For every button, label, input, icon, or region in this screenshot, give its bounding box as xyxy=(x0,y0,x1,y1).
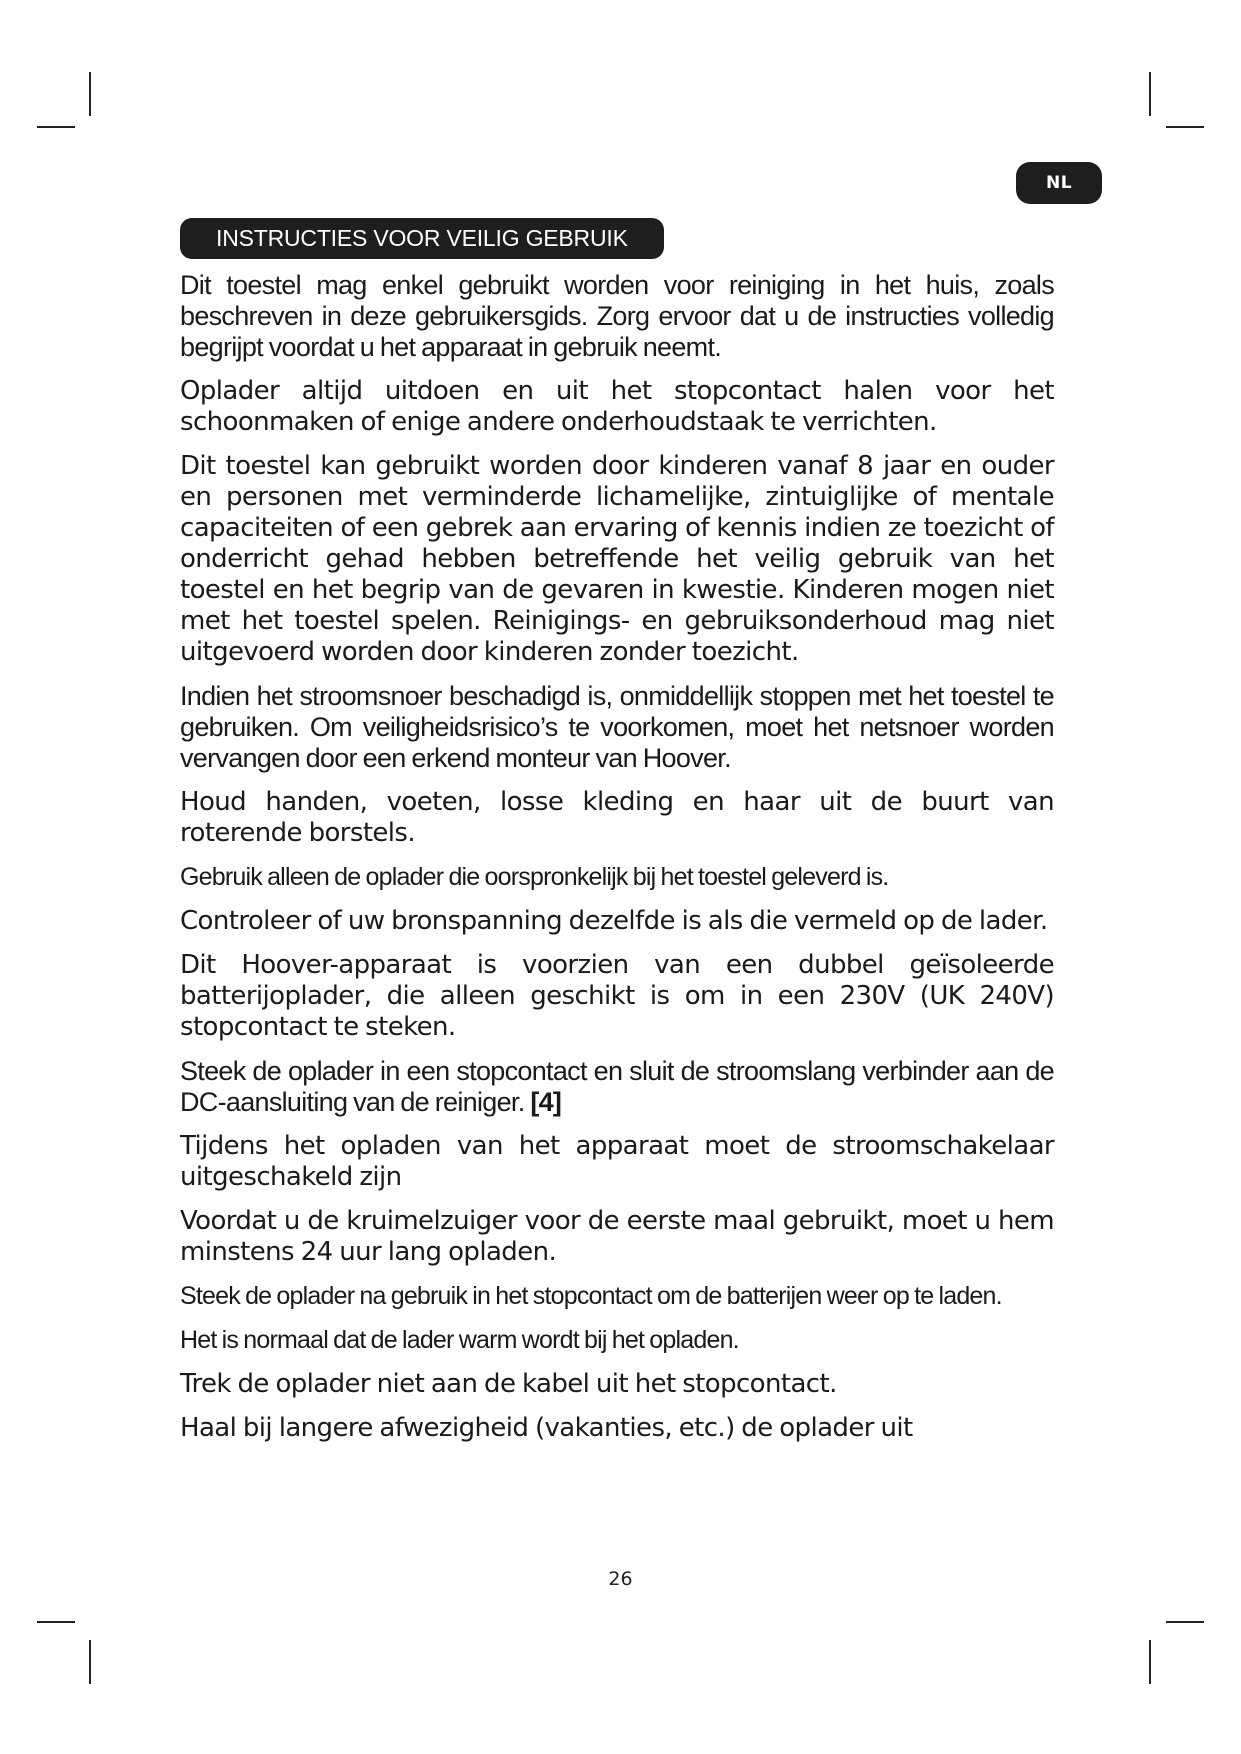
paragraph-intended-use: Dit toestel mag enkel gebruikt worden voor reiniging in het huis, zoals beschreven in deze gebruikersgids. Zorg ervoor dat u de instructies volledig begrijpt voordat u het apparaat in gebruik neemt. xyxy=(180,270,1054,362)
paragraph-check-voltage: Controleer of uw bronspanning dezelfde is als die vermeld op de lader. xyxy=(180,906,1048,936)
instructions-body xyxy=(180,270,1054,1457)
language-badge: NL xyxy=(1016,162,1102,204)
crop-mark-top-left-vertical xyxy=(89,72,91,116)
paragraph-recharge-after-use: Steek de oplader na gebruik in het stopcontact om de batterijen weer op te laden. xyxy=(180,1282,1002,1310)
paragraph-unplug-before-cleaning: Oplader altijd uitdoen en uit het stopcontact halen voor het schoonmaken of enige andere onderhoudstaak te verrichten. xyxy=(180,376,1054,437)
paragraph-original-charger: Gebruik alleen de oplader die oorspronkelijk bij het toestel geleverd is. xyxy=(180,863,889,891)
crop-mark-bottom-right-vertical xyxy=(1149,1640,1151,1684)
paragraph-children-usage: Dit toestel kan gebruikt worden door kinderen vanaf 8 jaar en ouder en personen met verminderde lichamelijke, zintuiglijke of mentale capaciteiten of een gebrek aan ervaring of kennis indien ze toezicht of onderricht gehad hebben betreffende het veilig gebruik van het toestel en het begrip van de gevaren in kwestie. Kinderen mogen niet met het toestel spelen. Reinigings- en gebruiksonderhoud mag niet uitgevoerd worden door kinderen zonder toezicht. xyxy=(180,451,1054,667)
paragraph-rotating-brushes: Houd handen, voeten, losse kleding en haar uit de buurt van roterende borstels. xyxy=(180,787,1054,848)
paragraph-double-insulated: Dit Hoover-apparaat is voorzien van een dubbel geïsoleerde batterijoplader, die alleen geschikt is om in een 230V (UK 240V) stopcontact te steken. xyxy=(180,950,1054,1042)
paragraph-damaged-cord: Indien het stroomsnoer beschadigd is, onmiddellijk stoppen met het toestel te gebruiken. Om veiligheidsrisico’s te voorkomen, moet het netsnoer worden vervangen door een erkend monteur van Hoover. xyxy=(180,681,1054,773)
crop-mark-bottom-right-horizontal xyxy=(1166,1621,1204,1623)
crop-mark-bottom-left-vertical xyxy=(89,1640,91,1684)
crop-mark-bottom-left-horizontal xyxy=(37,1621,75,1623)
figure-reference: [4] xyxy=(530,1087,562,1117)
paragraph-long-absence: Haal bij langere afwezigheid (vakanties, etc.) de oplader uit xyxy=(180,1413,913,1443)
crop-mark-top-left-horizontal xyxy=(37,126,75,128)
crop-mark-top-right-horizontal xyxy=(1166,126,1204,128)
crop-mark-top-right-vertical xyxy=(1149,72,1151,116)
page-number: 26 xyxy=(608,1568,633,1590)
paragraph-charger-warm: Het is normaal dat de lader warm wordt bij het opladen. xyxy=(180,1326,739,1354)
plug-in-text: Steek de oplader in een stopcontact en sluit de stroomslang verbinder aan de DC-aansluiting van de reiniger. xyxy=(180,1056,1054,1117)
paragraph-plug-in-charger xyxy=(180,1056,1054,1118)
section-title: INSTRUCTIES VOOR VEILIG GEBRUIK xyxy=(180,218,664,259)
paragraph-first-charge: Voordat u de kruimelzuiger voor de eerste maal gebruikt, moet u hem minstens 24 uur lang opladen. xyxy=(180,1206,1054,1267)
paragraph-switch-off-while-charging: Tijdens het opladen van het apparaat moet de stroomschakelaar uitgeschakeld zijn xyxy=(180,1131,1054,1192)
paragraph-do-not-pull-cable: Trek de oplader niet aan de kabel uit het stopcontact. xyxy=(180,1369,837,1399)
